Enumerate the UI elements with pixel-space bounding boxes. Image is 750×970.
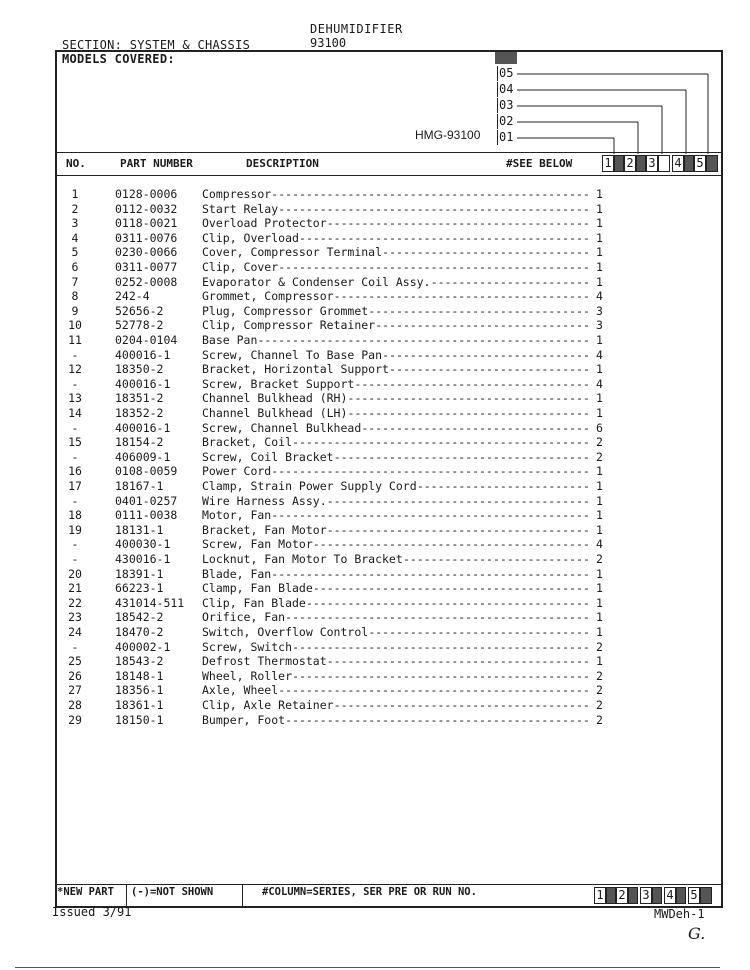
item-number: - bbox=[71, 420, 79, 435]
table-row bbox=[0, 216, 750, 231]
part-description: Switch, Overflow Control bbox=[202, 625, 369, 639]
quantity: 1 bbox=[596, 391, 603, 406]
leader-dashes: ---------------------------------------- bbox=[312, 537, 590, 552]
part-description: Motor, Fan bbox=[202, 508, 272, 523]
quantity: 1 bbox=[596, 566, 603, 581]
table-row bbox=[0, 552, 750, 567]
table-row bbox=[0, 698, 750, 713]
table-row bbox=[0, 610, 750, 625]
table-row bbox=[0, 391, 750, 406]
leader-dashes: --------------------------- bbox=[402, 552, 590, 566]
table-row bbox=[0, 333, 750, 348]
table-row bbox=[0, 348, 750, 363]
item-number: - bbox=[71, 347, 79, 362]
part-description: Screw, Coil Bracket bbox=[202, 449, 334, 464]
part-description: Screw, Fan Motor bbox=[202, 537, 313, 552]
item-number: 13 bbox=[68, 391, 82, 406]
item-number: 18 bbox=[68, 508, 82, 523]
part-description: Clip, Fan Blade bbox=[202, 595, 306, 610]
series-col-divider bbox=[684, 155, 694, 172]
quantity: 4 bbox=[596, 289, 603, 304]
table-row bbox=[0, 406, 750, 421]
item-number: - bbox=[71, 376, 79, 391]
table-row bbox=[0, 523, 750, 538]
table-row bbox=[0, 362, 750, 377]
models-covered-label: MODELS COVERED: bbox=[62, 52, 175, 66]
series-col-divider bbox=[628, 887, 638, 904]
part-description: Bracket, Fan Motor bbox=[202, 522, 327, 537]
quantity: 1 bbox=[596, 610, 603, 625]
part-description: Clamp, Strain Power Supply Cord bbox=[202, 479, 417, 493]
table-row bbox=[0, 464, 750, 479]
part-number: 400030-1 bbox=[115, 537, 171, 552]
leader-dashes: -------------------------------------- bbox=[326, 493, 590, 508]
part-description: Screw, Channel Bulkhead bbox=[202, 420, 362, 435]
item-number: 17 bbox=[68, 479, 82, 493]
series-code: 05 bbox=[499, 66, 514, 80]
part-number: 18131-1 bbox=[115, 522, 164, 537]
leader-dashes: ------------------------------- bbox=[375, 318, 590, 333]
table-row bbox=[0, 494, 750, 509]
part-description: Base Pan bbox=[202, 333, 258, 347]
footer-divider bbox=[55, 884, 723, 885]
item-number: 7 bbox=[71, 274, 79, 289]
part-description: Clip, Compressor Retainer bbox=[202, 318, 376, 333]
part-number: 18542-2 bbox=[115, 610, 164, 625]
leader-dashes: -------------------------------------- bbox=[326, 522, 590, 537]
quantity: 2 bbox=[596, 552, 603, 566]
leader-dashes: -------------------------------------------- bbox=[285, 610, 590, 625]
item-number: 1 bbox=[71, 187, 79, 201]
part-description: Channel Bulkhead (RH) bbox=[202, 391, 348, 406]
part-description: Overload Protector bbox=[202, 216, 327, 231]
table-row bbox=[0, 421, 750, 436]
quantity: 1 bbox=[596, 522, 603, 537]
part-number: 18351-2 bbox=[115, 391, 164, 406]
table-row bbox=[0, 275, 750, 290]
item-number: - bbox=[71, 493, 79, 508]
item-number: 28 bbox=[68, 698, 82, 712]
series-col-divider bbox=[614, 155, 624, 172]
footer-series-2: 2 bbox=[616, 887, 628, 904]
part-description: Bumper, Foot bbox=[202, 712, 286, 727]
quantity: 1 bbox=[596, 333, 603, 347]
item-number: 3 bbox=[71, 216, 79, 231]
table-row bbox=[0, 450, 750, 465]
part-number: 18543-2 bbox=[115, 654, 164, 669]
series-col-divider bbox=[700, 887, 712, 904]
quantity: 1 bbox=[596, 216, 603, 231]
quantity: 1 bbox=[596, 581, 603, 596]
footer-column-note: #COLUMN=SERIES, SER PRE OR RUN NO. bbox=[262, 886, 477, 898]
table-row bbox=[0, 289, 750, 304]
footer-series-5: 5 bbox=[688, 887, 700, 904]
item-number: 4 bbox=[71, 230, 79, 245]
table-row bbox=[0, 231, 750, 246]
item-number: 23 bbox=[68, 610, 82, 625]
quantity: 2 bbox=[596, 712, 603, 727]
leader-dashes: --------------------------------- bbox=[361, 420, 590, 435]
table-row bbox=[0, 640, 750, 655]
leader-dashes: ---------------------------------- bbox=[354, 376, 590, 391]
series-col-divider bbox=[636, 155, 646, 172]
table-row bbox=[0, 713, 750, 728]
col-part-header: PART NUMBER bbox=[120, 157, 193, 170]
part-description: Clamp, Fan Blade bbox=[202, 581, 313, 596]
part-description: Clip, Axle Retainer bbox=[202, 698, 334, 712]
item-number: 2 bbox=[71, 201, 79, 216]
table-row bbox=[0, 377, 750, 392]
part-description: Wheel, Roller bbox=[202, 668, 293, 683]
quantity: 2 bbox=[596, 698, 603, 712]
table-row bbox=[0, 596, 750, 611]
document-title: DEHUMIDIFIER bbox=[310, 22, 403, 36]
part-number: 0230-0066 bbox=[115, 245, 178, 260]
part-description: Power Cord bbox=[202, 464, 272, 479]
part-number: 430016-1 bbox=[115, 552, 171, 566]
quantity: 2 bbox=[596, 668, 603, 683]
part-number: 431014-511 bbox=[115, 595, 185, 610]
part-description: Screw, Channel To Base Pan bbox=[202, 347, 383, 362]
header-divider bbox=[55, 152, 723, 153]
part-number: 18148-1 bbox=[115, 668, 164, 683]
table-row bbox=[0, 683, 750, 698]
leader-dashes: ------------------------------------- bbox=[333, 289, 590, 304]
quantity: 4 bbox=[596, 537, 603, 552]
item-number: 12 bbox=[68, 362, 82, 377]
quantity: 1 bbox=[596, 595, 603, 610]
part-number: 18356-1 bbox=[115, 683, 164, 698]
leader-dashes: ------------------------------------------- bbox=[292, 435, 590, 450]
series-code: 03 bbox=[499, 98, 514, 112]
quantity: 1 bbox=[596, 230, 603, 245]
table-row bbox=[0, 435, 750, 450]
part-number: 0311-0077 bbox=[115, 260, 178, 274]
part-number: 18470-2 bbox=[115, 625, 164, 639]
issued-date: Issued 3/91 bbox=[52, 905, 132, 919]
part-number: 0112-0032 bbox=[115, 201, 178, 216]
item-number: 6 bbox=[71, 260, 79, 274]
part-description: Clip, Overload bbox=[202, 230, 299, 245]
part-number: 18352-2 bbox=[115, 406, 164, 420]
document-code: MWDeh-1 bbox=[654, 907, 705, 921]
item-number: 9 bbox=[71, 303, 79, 318]
part-number: 52656-2 bbox=[115, 303, 164, 318]
leader-dashes: ----------------------------- bbox=[389, 362, 590, 377]
item-number: 16 bbox=[68, 464, 82, 479]
handwritten-initial: G. bbox=[688, 924, 706, 943]
col-no-header: NO. bbox=[66, 157, 86, 170]
series-col-divider bbox=[652, 887, 662, 904]
leader-dashes: ------------------------------------------------ bbox=[257, 333, 590, 347]
item-number: 15 bbox=[68, 435, 82, 450]
leader-dashes: --------------------------------------------- bbox=[278, 683, 590, 698]
leader-dashes: -------------------------------------- bbox=[326, 216, 590, 231]
part-number: 406009-1 bbox=[115, 449, 171, 464]
quantity: 2 bbox=[596, 449, 603, 464]
item-number: 26 bbox=[68, 668, 82, 683]
footer-cell-divider bbox=[242, 884, 243, 906]
part-description: Bracket, Horizontal Support bbox=[202, 362, 389, 377]
series-col-4: 4 bbox=[672, 155, 684, 172]
quantity: 1 bbox=[596, 464, 603, 479]
quantity: 1 bbox=[596, 493, 603, 508]
col-desc-header: DESCRIPTION bbox=[246, 157, 319, 170]
series-code: 01 bbox=[499, 130, 514, 144]
series-col-3: 3 bbox=[646, 155, 658, 172]
leader-dashes: ----------------------------------- bbox=[347, 406, 590, 420]
quantity: 1 bbox=[596, 406, 603, 420]
part-number: 66223-1 bbox=[115, 581, 164, 596]
table-row bbox=[0, 669, 750, 684]
quantity: 4 bbox=[596, 376, 603, 391]
part-description: Axle, Wheel bbox=[202, 683, 279, 698]
table-row bbox=[0, 479, 750, 494]
quantity: 3 bbox=[596, 318, 603, 333]
part-description: Screw, Bracket Support bbox=[202, 376, 355, 391]
model-number: 93100 bbox=[310, 36, 347, 50]
quantity: 2 bbox=[596, 435, 603, 450]
footer-not-shown: (-)=NOT SHOWN bbox=[131, 886, 214, 898]
part-description: Start Relay bbox=[202, 201, 279, 216]
leader-dashes: ---------------------------------------------- bbox=[271, 187, 590, 201]
part-description: Grommet, Compressor bbox=[202, 289, 334, 304]
leader-dashes: -------------------------------------------- bbox=[285, 712, 590, 727]
part-number: 0111-0038 bbox=[115, 508, 178, 523]
part-number: 400016-1 bbox=[115, 347, 171, 362]
part-description: Defrost Thermostat bbox=[202, 654, 327, 669]
quantity: 2 bbox=[596, 683, 603, 698]
item-number: 25 bbox=[68, 654, 82, 669]
leader-dashes: -------------------------------------- bbox=[326, 654, 590, 669]
quantity: 6 bbox=[596, 420, 603, 435]
item-number: 21 bbox=[68, 581, 82, 596]
item-number: 19 bbox=[68, 522, 82, 537]
section-title: SECTION: SYSTEM & CHASSIS bbox=[62, 38, 251, 52]
item-number: 14 bbox=[68, 406, 82, 420]
table-row bbox=[0, 625, 750, 640]
part-description: Bracket, Coil bbox=[202, 435, 293, 450]
leader-dashes: ------------------------- bbox=[416, 479, 590, 493]
part-description: Plug, Compressor Grommet bbox=[202, 303, 369, 318]
quantity: 1 bbox=[596, 625, 603, 639]
leader-dashes: -------------------------------- bbox=[368, 303, 590, 318]
quantity: 1 bbox=[596, 245, 603, 260]
part-number: 400016-1 bbox=[115, 376, 171, 391]
leader-dashes: ----------------------------------- bbox=[347, 391, 590, 406]
series-bracket-diagram bbox=[490, 52, 720, 154]
quantity: 1 bbox=[596, 187, 603, 201]
part-number: 18167-1 bbox=[115, 479, 164, 493]
series-code: 02 bbox=[499, 114, 514, 128]
footer-series-1: 1 bbox=[594, 887, 606, 904]
part-number: 18391-1 bbox=[115, 566, 164, 581]
item-number: - bbox=[71, 449, 79, 464]
quantity: 2 bbox=[596, 639, 603, 654]
part-number: 0118-0021 bbox=[115, 216, 178, 231]
part-number: 0252-0008 bbox=[115, 274, 178, 289]
leader-dashes: ---------------------------------------- bbox=[312, 581, 590, 596]
table-row bbox=[0, 654, 750, 669]
series-col-1: 1 bbox=[602, 155, 614, 172]
part-description: Locknut, Fan Motor To Bracket bbox=[202, 552, 403, 566]
part-number: 0128-0006 bbox=[115, 187, 178, 201]
leader-dashes: ---------------------------------------------- bbox=[271, 508, 590, 523]
table-row bbox=[0, 202, 750, 217]
leader-dashes: ------------------------------ bbox=[382, 347, 590, 362]
item-number: 10 bbox=[68, 318, 82, 333]
table-row bbox=[0, 567, 750, 582]
table-row bbox=[0, 581, 750, 596]
leader-dashes: ------------------------------------------- bbox=[292, 668, 590, 683]
part-description: Clip, Cover bbox=[202, 260, 279, 274]
quantity: 1 bbox=[596, 508, 603, 523]
part-number: 0401-0257 bbox=[115, 493, 178, 508]
part-description: Blade, Fan bbox=[202, 566, 272, 581]
part-number: 242-4 bbox=[115, 289, 150, 304]
footer-series-4: 4 bbox=[664, 887, 676, 904]
table-row bbox=[0, 304, 750, 319]
series-col-divider bbox=[706, 155, 718, 172]
quantity: 1 bbox=[596, 362, 603, 377]
leader-dashes: ------------------------------------------ bbox=[299, 230, 590, 245]
part-number: 52778-2 bbox=[115, 318, 164, 333]
quantity: 1 bbox=[596, 654, 603, 669]
part-number: 0108-0059 bbox=[115, 464, 178, 479]
part-description: Evaporator & Condenser Coil Assy. bbox=[202, 274, 431, 289]
part-number: 400016-1 bbox=[115, 420, 171, 435]
footer-new-part: *NEW PART bbox=[57, 886, 114, 898]
series-col-divider bbox=[658, 155, 670, 172]
table-row bbox=[0, 187, 750, 202]
leader-dashes: ----------------------------------------- bbox=[305, 595, 590, 610]
series-col-5: 5 bbox=[694, 155, 706, 172]
part-number: 400002-1 bbox=[115, 639, 171, 654]
leader-dashes: ------------------------------------------- bbox=[292, 639, 590, 654]
part-description: Screw, Switch bbox=[202, 639, 293, 654]
item-number: - bbox=[71, 552, 79, 566]
header-bottom-divider bbox=[55, 175, 723, 176]
table-row bbox=[0, 245, 750, 260]
quantity: 1 bbox=[596, 201, 603, 216]
model-name: HMG-93100 bbox=[415, 128, 481, 142]
item-number: 5 bbox=[71, 245, 79, 260]
quantity: 1 bbox=[596, 479, 603, 493]
part-number: 0204-0104 bbox=[115, 333, 178, 347]
leader-dashes: ---------------------------------------------- bbox=[271, 464, 590, 479]
quantity: 3 bbox=[596, 303, 603, 318]
table-row bbox=[0, 508, 750, 523]
series-col-divider bbox=[676, 887, 686, 904]
series-col-divider bbox=[606, 887, 616, 904]
leader-dashes: ---------------------------------------------- bbox=[271, 566, 590, 581]
part-number: 18154-2 bbox=[115, 435, 164, 450]
series-col-2: 2 bbox=[624, 155, 636, 172]
item-number: 24 bbox=[68, 625, 82, 639]
item-number: 11 bbox=[68, 333, 82, 347]
item-number: 22 bbox=[68, 595, 82, 610]
footer-cell-divider bbox=[126, 884, 127, 906]
item-number: 27 bbox=[68, 683, 82, 698]
series-code: 04 bbox=[499, 82, 514, 96]
part-number: 18350-2 bbox=[115, 362, 164, 377]
part-description: Compressor bbox=[202, 187, 272, 201]
col-see-below-header: #SEE BELOW bbox=[506, 157, 573, 170]
part-number: 18361-1 bbox=[115, 698, 164, 712]
leader-dashes: ------------------------------ bbox=[382, 245, 590, 260]
leader-dashes: --------------------------------------------- bbox=[278, 201, 590, 216]
part-number: 0311-0076 bbox=[115, 230, 178, 245]
table-row bbox=[0, 318, 750, 333]
item-number: - bbox=[71, 639, 79, 654]
item-number: 8 bbox=[71, 289, 79, 304]
item-number: 20 bbox=[68, 566, 82, 581]
table-row bbox=[0, 260, 750, 275]
leader-dashes: ------------------------------------- bbox=[333, 698, 590, 712]
table-row bbox=[0, 537, 750, 552]
item-number: 29 bbox=[68, 712, 82, 727]
quantity: 4 bbox=[596, 347, 603, 362]
part-description: Wire Harness Assy. bbox=[202, 493, 327, 508]
quantity: 1 bbox=[596, 260, 603, 274]
page-bottom-rule bbox=[15, 967, 720, 968]
footer-series-3: 3 bbox=[640, 887, 652, 904]
leader-dashes: ----------------------- bbox=[430, 274, 590, 289]
part-description: Channel Bulkhead (LH) bbox=[202, 406, 348, 420]
item-number: - bbox=[71, 537, 79, 552]
part-number: 18150-1 bbox=[115, 712, 164, 727]
part-description: Cover, Compressor Terminal bbox=[202, 245, 383, 260]
leader-dashes: ------------------------------------- bbox=[333, 449, 590, 464]
leader-dashes: --------------------------------------------- bbox=[278, 260, 590, 274]
leader-dashes: -------------------------------- bbox=[368, 625, 590, 639]
part-description: Orifice, Fan bbox=[202, 610, 286, 625]
quantity: 1 bbox=[596, 274, 603, 289]
